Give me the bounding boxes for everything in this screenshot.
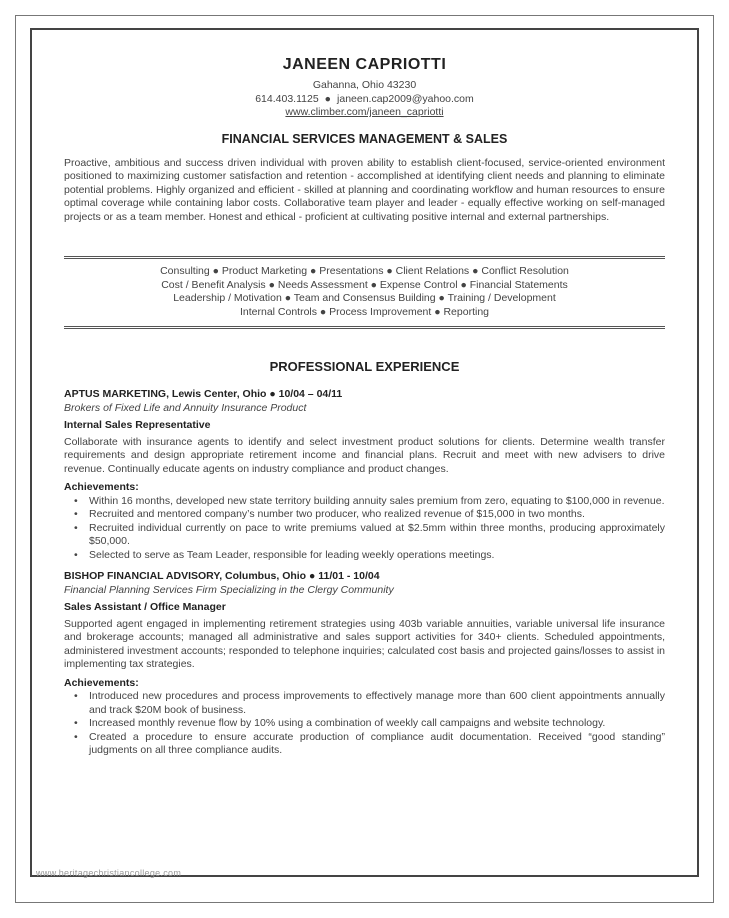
job-entry: [64, 570, 665, 758]
job-role: Sales Assistant / Office Manager: [64, 601, 226, 613]
experience-title: PROFESSIONAL EXPERIENCE: [269, 359, 460, 374]
job-summary: Collaborate with insurance agents to identify and select investment product solutions for clients. Determine wealth transfer requirements and design appropriate retirement income and financial plans. Recruit and meet with new advisers to drive revenue. Continually educate agents on industry compliance and product changes.: [64, 435, 665, 475]
list-item: • Selected to serve as Team Leader, responsible for leading weekly operations meetings.: [74, 549, 665, 563]
job-summary: Supported agent engaged in implementing retirement strategies using 403b variable annuities, variable universal life insurance and brokerage accounts; managed all administrative and sales support activities for 340+ clients. Scheduled appointments, administered investment accounts; responded to telephone inquiries; calculated cost basis and projected gains/losses to assist in implementing tax strategies.: [64, 617, 665, 670]
list-item: • Introduced new procedures and process improvements to effectively manage more than 600 client appointments annually and track $20M book of business.: [74, 690, 665, 717]
watermark: www.heritagechristiancollege.com: [36, 868, 182, 878]
skill-line: Cost / Benefit Analysis ● Needs Assessment ● Expense Control ● Financial Statements: [161, 278, 568, 291]
skill-line: Leadership / Motivation ● Team and Consensus Building ● Training / Development: [173, 292, 556, 304]
job-company: BISHOP FINANCIAL ADVISORY, Columbus, Ohio ● 11/01 - 10/04: [64, 570, 380, 582]
contact-block: [64, 79, 665, 120]
resume-content: [64, 56, 665, 758]
email-link[interactable]: janeen.cap2009@yahoo.com: [337, 92, 474, 105]
achievements-label: Achievements:: [64, 481, 139, 493]
list-item: • Recruited and mentored company’s number two producer, who realized revenue of $15,000 in two months.: [74, 508, 665, 522]
skill-line: Consulting ● Product Marketing ● Presentations ● Client Relations ● Conflict Resolution: [160, 265, 569, 277]
list-item: • Increased monthly revenue flow by 10% using a combination of weekly call campaigns and website technology.: [74, 717, 665, 731]
separator-dot: ●: [324, 92, 332, 105]
headline: FINANCIAL SERVICES MANAGEMENT & SALES: [221, 131, 508, 146]
website-link[interactable]: www.climber.com/janeen_capriotti: [285, 106, 444, 118]
achievements-list: [64, 495, 665, 563]
list-item: • Created a procedure to ensure accurate production of compliance audit documentation. Received “good standing” judgments on all three compliance audits.: [74, 731, 665, 758]
list-item: • Within 16 months, developed new state territory building annuity sales premium from zero, equating to $100,000 in revenue.: [74, 495, 665, 509]
skills-box: [64, 256, 665, 329]
job-description: Financial Planning Services Firm Specializing in the Clergy Community: [64, 583, 394, 596]
address: Gahanna, Ohio 43230: [312, 79, 417, 91]
candidate-name: JANEEN CAPRIOTTI: [282, 56, 447, 73]
job-description: Brokers of Fixed Life and Annuity Insurance Product: [64, 401, 307, 414]
job-company: APTUS MARKETING, Lewis Center, Ohio ● 10/04 – 04/11: [64, 388, 343, 400]
skill-line: Internal Controls ● Process Improvement ● Reporting: [239, 305, 490, 318]
achievements-label: Achievements:: [64, 676, 139, 689]
achievements-list: [64, 690, 665, 758]
profile-summary: Proactive, ambitious and success driven individual with proven ability to establish client-focused, service-oriented environment positioned to maximizing customer satisfaction and retention - accomplished at identifying client needs and planning to eliminate potential problems. Highly organized and efficient - skilled at planning and coordinating workflow and human resources to ensure optimal coverage while containing labor costs. Collaborative team player and leader - equally effective working on self-managed projects or as a team member. Honest and ethical - proficient at cultivating positive internal and external partnerships.: [64, 156, 665, 223]
list-item: • Recruited individual currently on pace to write premiums valued at $2.5mm within three months, producing approximately $50,000.: [74, 522, 665, 549]
job-role: Internal Sales Representative: [64, 419, 211, 431]
phone: 614.403.1125: [255, 92, 319, 105]
job-entry: [64, 388, 665, 562]
phone-email-line: [64, 93, 665, 107]
